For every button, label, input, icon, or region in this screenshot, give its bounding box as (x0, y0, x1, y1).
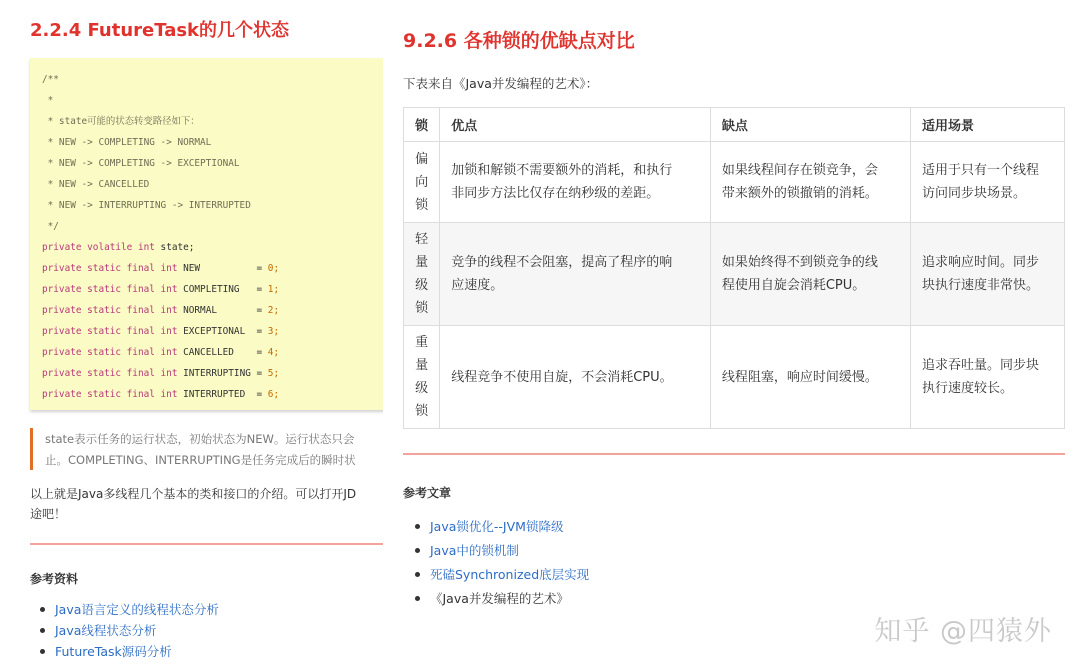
code-comment-line: /** (42, 74, 59, 85)
table-header-row (404, 108, 1065, 142)
con-cell: 线程阻塞，响应时间缓慢。 (710, 326, 910, 429)
lock-name-cell: 轻 量 级 锁 (404, 223, 440, 326)
table-header-cell: 优点 (440, 108, 711, 142)
lock-comparison-table (403, 107, 1065, 429)
code-block (30, 58, 383, 410)
bullet-icon (415, 596, 420, 601)
blockquote (30, 428, 383, 470)
reference-link[interactable]: 死磕Synchronized底层实现 (430, 567, 590, 582)
code-field-line: private static final int INTERRUPTING = 5; (42, 368, 280, 379)
code-field-line: private static final int CANCELLED = 4; (42, 347, 280, 358)
reference-item[interactable] (415, 517, 563, 535)
lock-name-cell: 重 量 级 锁 (404, 326, 440, 429)
reference-item[interactable] (40, 642, 172, 660)
use-cell: 适用于只有一个线程 访问同步块场景。 (911, 142, 1065, 223)
section-title: 2.2.4 FutureTask的几个状态 (30, 20, 290, 41)
reference-link[interactable]: Java中的锁机制 (430, 543, 519, 558)
code-field-line: private static final int NORMAL = 2; (42, 305, 280, 316)
code-comment-line: * state可能的状态转变路径如下： (42, 116, 200, 127)
pro-cell: 线程竞争不使用自旋，不会消耗CPU。 (440, 326, 711, 429)
code-comment-line: * (42, 95, 54, 106)
quote-line: state表示任务的运行状态，初始状态为NEW。运行状态只会 (45, 432, 355, 446)
use-cell: 追求吞吐量。同步块 执行速度较长。 (911, 326, 1065, 429)
code-comment-line: */ (42, 221, 59, 232)
code-field-line: private static final int INTERRUPTED = 6; (42, 389, 280, 400)
code-field-line: private static final int NEW = 0; (42, 263, 280, 274)
left-article-panel (0, 0, 383, 671)
code-comment-line: * NEW -> INTERRUPTING -> INTERRUPTED (42, 200, 251, 211)
reference-item[interactable] (415, 565, 589, 583)
con-cell: 如果始终得不到锁竞争的线 程使用自旋会消耗CPU。 (710, 223, 910, 326)
reference-item[interactable] (40, 600, 219, 618)
summary-paragraph-line: 以上就是Java多线程几个基本的类和接口的介绍。可以打开JD (30, 487, 357, 501)
table-row (404, 223, 1065, 326)
reference-item (415, 589, 569, 607)
bullet-icon (415, 548, 420, 553)
zhihu-watermark: 知乎 @四猿外 (874, 616, 1052, 647)
reference-text: 《Java并发编程的艺术》 (430, 591, 569, 606)
table-intro: 下表来自《Java并发编程的艺术》： (403, 76, 599, 91)
code-field-line: private static final int COMPLETING = 1; (42, 284, 280, 295)
pro-cell: 竞争的线程不会阻塞，提高了程序的响 应速度。 (440, 223, 711, 326)
table-row (404, 142, 1065, 223)
con-cell: 如果线程间存在锁竞争，会 带来额外的锁撤销的消耗。 (710, 142, 910, 223)
summary-paragraph-line: 途吧！ (30, 507, 67, 521)
bullet-icon (40, 628, 45, 633)
table-header-cell: 适用场景 (911, 108, 1065, 142)
references-title: 参考资料 (30, 572, 79, 586)
quote-line: 止。COMPLETING、INTERRUPTING是任务完成后的瞬时状 (45, 453, 356, 467)
reference-link[interactable]: FutureTask源码分析 (55, 644, 172, 659)
reference-link[interactable]: Java线程状态分析 (55, 623, 157, 638)
code-field-line: private volatile int state; (42, 242, 195, 253)
table-header-cell: 锁 (404, 108, 440, 142)
bullet-icon (40, 649, 45, 654)
section-divider (30, 543, 383, 545)
code-comment-line: * NEW -> CANCELLED (42, 179, 150, 190)
section-title: 9.2.6 各种锁的优缺点对比 (403, 30, 635, 52)
references-title: 参考文章 (403, 486, 452, 500)
reference-item[interactable] (415, 541, 519, 559)
bullet-icon (415, 524, 420, 529)
code-field-line: private static final int EXCEPTIONAL = 3; (42, 326, 280, 337)
pro-cell: 加锁和解锁不需要额外的消耗，和执行 非同步方法比仅存在纳秒级的差距。 (440, 142, 711, 223)
right-article-panel (383, 0, 1080, 671)
code-comment-line: * NEW -> COMPLETING -> EXCEPTIONAL (42, 158, 240, 169)
bullet-icon (40, 607, 45, 612)
section-divider (403, 453, 1065, 455)
table-header-cell: 缺点 (710, 108, 910, 142)
reference-item[interactable] (40, 621, 156, 639)
table-row (404, 326, 1065, 429)
use-cell: 追求响应时间。同步 块执行速度非常快。 (911, 223, 1065, 326)
reference-link[interactable]: Java语言定义的线程状态分析 (55, 602, 219, 617)
lock-name-cell: 偏 向 锁 (404, 142, 440, 223)
bullet-icon (415, 572, 420, 577)
code-comment-line: * NEW -> COMPLETING -> NORMAL (42, 137, 212, 148)
reference-link[interactable]: Java锁优化--JVM锁降级 (430, 519, 564, 534)
